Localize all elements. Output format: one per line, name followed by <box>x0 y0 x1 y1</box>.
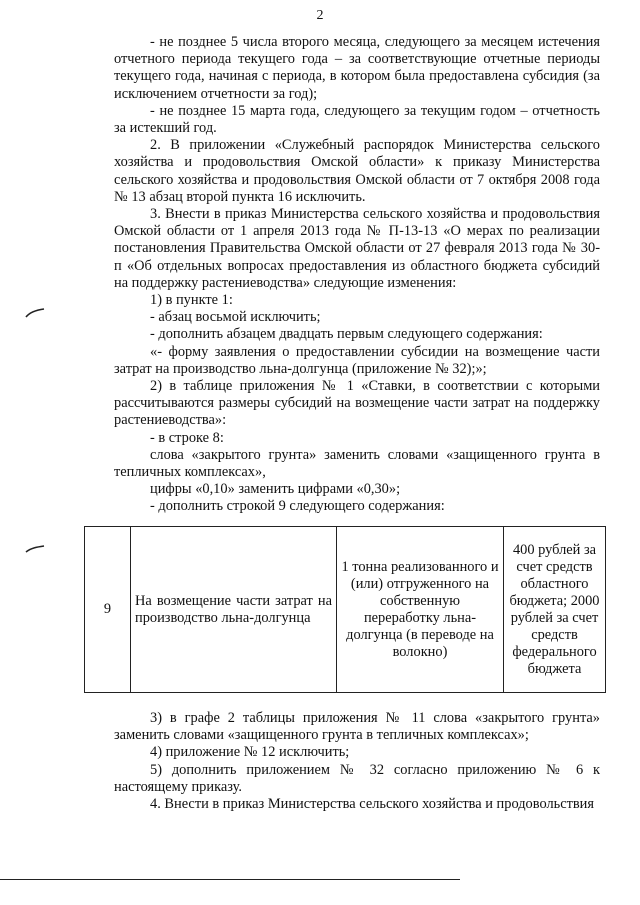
paragraph: слова «закрытого грунта» заменить словами «защищенного грунта в тепличных комплексах», <box>114 446 600 481</box>
row-unit-cell: 1 тонна реализованного и (или) отгруженного на собственную переработку льна-долгунца (в переводе на волокно) <box>337 527 504 693</box>
row-description-cell: На возмещение части затрат на производство льна-долгунца <box>131 527 337 693</box>
paragraph: - дополнить строкой 9 следующего содержания: <box>150 498 445 515</box>
paragraph: 2) в таблице приложения № 1 «Ставки, в соответствии с которыми рассчитываются размеры субсидий на возмещение части затрат на поддержку растениеводства»: <box>114 378 600 429</box>
page-number: 2 <box>316 8 324 23</box>
paragraph: «- форму заявления о предоставлении субсидии на возмещение части затрат на производство льна-долгунца (приложение № 32);»; <box>114 343 600 377</box>
row-number-cell: 9 <box>85 527 131 693</box>
paragraph: - не позднее 5 числа второго месяца, следующего за месяцем истечения отчетного периода текущего года – за соответствующие отчетные периоды текущего года, начиная с периода, в котором была предоставлена субсидия (за исключением отчетности за год); <box>114 34 600 102</box>
paragraph: 1) в пункте 1: <box>150 292 233 309</box>
paragraph: - дополнить абзацем двадцать первым следующего содержания: <box>150 326 543 343</box>
paragraph: 5) дополнить приложением № 32 согласно приложению № 6 к настоящему приказу. <box>114 761 600 795</box>
footer-rule <box>0 879 460 880</box>
row-rate-cell: 400 рублей за счет средств областного бюджета; 2000 рублей за счет средств федерального бюджета <box>504 527 606 693</box>
table-row <box>85 527 606 693</box>
margin-mark-bottom <box>24 542 46 556</box>
paragraph: - не позднее 15 марта года, следующего за текущим годом – отчетность за истекший год. <box>114 102 600 137</box>
paragraph: - в строке 8: <box>150 429 224 446</box>
paragraph: 3) в графе 2 таблицы приложения № 11 слова «закрытого грунта» заменить словами «защищенного грунта в тепличных комплексах»; <box>114 710 600 744</box>
paragraph: 4) приложение № 12 исключить; <box>150 744 350 761</box>
paragraph: цифры «0,10» заменить цифрами «0,30»; <box>150 481 401 498</box>
paragraph: 2. В приложении «Служебный распорядок Министерства сельского хозяйства и продовольствия Омской области» к приказу Министерства сельского хозяйства и продовольствия Омской области от 7 октября 2008 года № 13 абзац второй пункта 16 исключить. <box>114 137 600 205</box>
paragraph: 3. Внести в приказ Министерства сельского хозяйства и продовольствия Омской области от 1 апреля 2013 года № П-13-13 «О мерах по реализации постановления Правительства Омской области от 27 февраля 2013 года № 30-п «Об отдельных вопросах предоставления из областного бюджета субсидий на поддержку растениеводства» следующие изменения: <box>114 206 600 291</box>
document-body-bottom <box>114 710 600 813</box>
rates-table <box>84 526 606 693</box>
margin-mark-top <box>24 306 46 320</box>
paragraph: 4. Внести в приказ Министерства сельского хозяйства и продовольствия <box>150 796 594 813</box>
paragraph: - абзац восьмой исключить; <box>150 309 321 326</box>
document-body-top <box>114 34 600 516</box>
